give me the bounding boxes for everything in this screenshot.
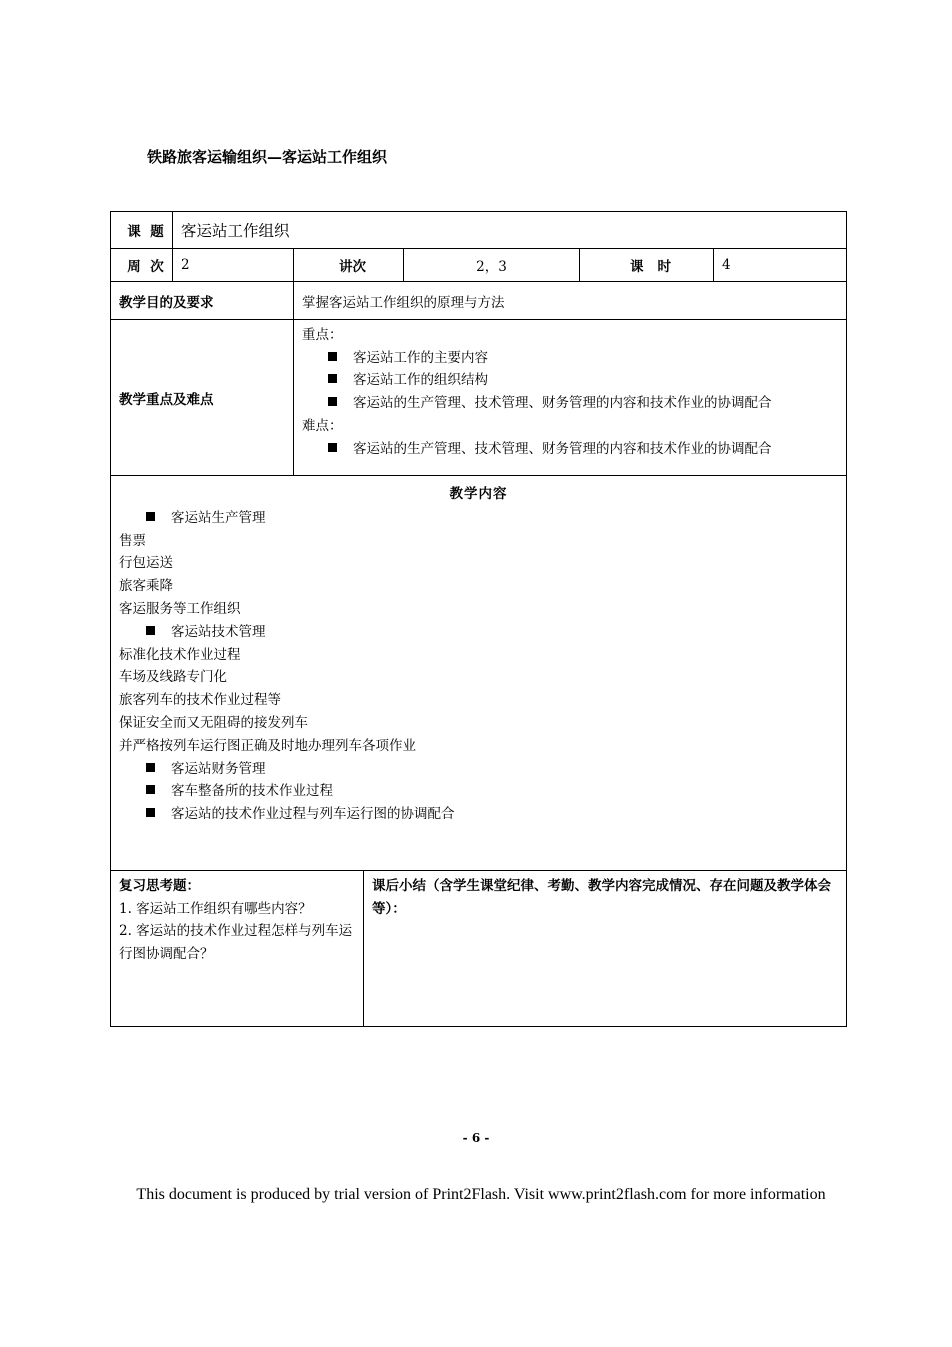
focus-row	[111, 320, 847, 476]
lecture-label: 讲次	[294, 249, 404, 282]
difficult-points-label: 难点：	[302, 417, 343, 434]
key-point-item: 客运站的生产管理、技术管理、财务管理的内容和技术作业的协调配合	[302, 392, 838, 415]
content-section: 客运站的技术作业过程与列车运行图的协调配合	[119, 803, 838, 826]
schedule-row	[111, 249, 847, 282]
page-number: - 6 -	[462, 1131, 490, 1145]
key-point-item: 客运站工作的主要内容	[302, 347, 838, 370]
objective-value: 掌握客运站工作组织的原理与方法	[294, 282, 847, 320]
content-item: 并严格按列车运行图正确及时地办理列车各项作业	[119, 737, 416, 754]
review-heading: 复习思考题：	[119, 878, 200, 894]
content-section: 客运站技术管理	[119, 621, 838, 644]
content-row	[111, 476, 847, 871]
square-bullet-icon	[328, 352, 337, 361]
content-item: 行包运送	[119, 555, 173, 572]
topic-label: 课 题	[111, 212, 173, 249]
square-bullet-icon	[146, 785, 155, 794]
square-bullet-icon	[146, 626, 155, 635]
content-item: 标准化技术作业过程	[119, 646, 241, 663]
hours-value: 4	[714, 249, 847, 282]
content-section: 客车整备所的技术作业过程	[119, 780, 838, 803]
lesson-plan-table	[110, 211, 847, 1027]
review-question: 1. 客运站工作组织有哪些内容？	[119, 900, 312, 917]
content-section: 客运站财务管理	[119, 758, 838, 781]
content-item: 旅客乘降	[119, 578, 173, 595]
key-point-item: 客运站工作的组织结构	[302, 369, 838, 392]
after-class-summary	[364, 871, 847, 1027]
square-bullet-icon	[146, 808, 155, 817]
document-header: 铁路旅客运输组织—客运站工作组织	[147, 148, 388, 166]
content-heading: 教学内容	[449, 486, 508, 502]
topic-value: 客运站工作组织	[173, 212, 847, 249]
lecture-value: 2，3	[404, 249, 580, 282]
content-item: 售票	[119, 532, 146, 549]
square-bullet-icon	[328, 443, 337, 452]
hours-label: 课 时	[580, 249, 714, 282]
square-bullet-icon	[146, 512, 155, 521]
square-bullet-icon	[146, 763, 155, 772]
content-item: 客运服务等工作组织	[119, 600, 241, 617]
objective-label: 教学目的及要求	[111, 282, 294, 320]
difficult-point-item: 客运站的生产管理、技术管理、财务管理的内容和技术作业的协调配合	[302, 438, 838, 461]
content-item: 车场及线路专门化	[119, 669, 227, 686]
week-value: 2	[173, 249, 294, 282]
review-question: 2. 客运站的技术作业过程怎样与列车运行图协调配合？	[119, 923, 353, 962]
square-bullet-icon	[328, 374, 337, 383]
key-points-label: 重点：	[302, 327, 343, 343]
square-bullet-icon	[328, 397, 337, 406]
content-section: 客运站生产管理	[119, 507, 838, 530]
review-questions	[111, 871, 364, 1027]
week-label: 周 次	[111, 249, 173, 282]
objective-row	[111, 282, 847, 320]
content-item: 旅客列车的技术作业过程等	[119, 692, 281, 709]
topic-row	[111, 212, 847, 249]
focus-content	[294, 320, 847, 476]
teaching-content	[111, 476, 847, 871]
content-item: 保证安全而又无阻碍的接发列车	[119, 714, 308, 731]
focus-label: 教学重点及难点	[111, 320, 294, 476]
summary-heading: 课后小结（含学生课堂纪律、考勤、教学内容完成情况、存在问题及教学体会等）：	[372, 878, 831, 917]
review-row	[111, 871, 847, 1027]
trial-notice: This document is produced by trial version of Print2Flash. Visit www.print2flash.com for more information	[136, 1186, 826, 1203]
